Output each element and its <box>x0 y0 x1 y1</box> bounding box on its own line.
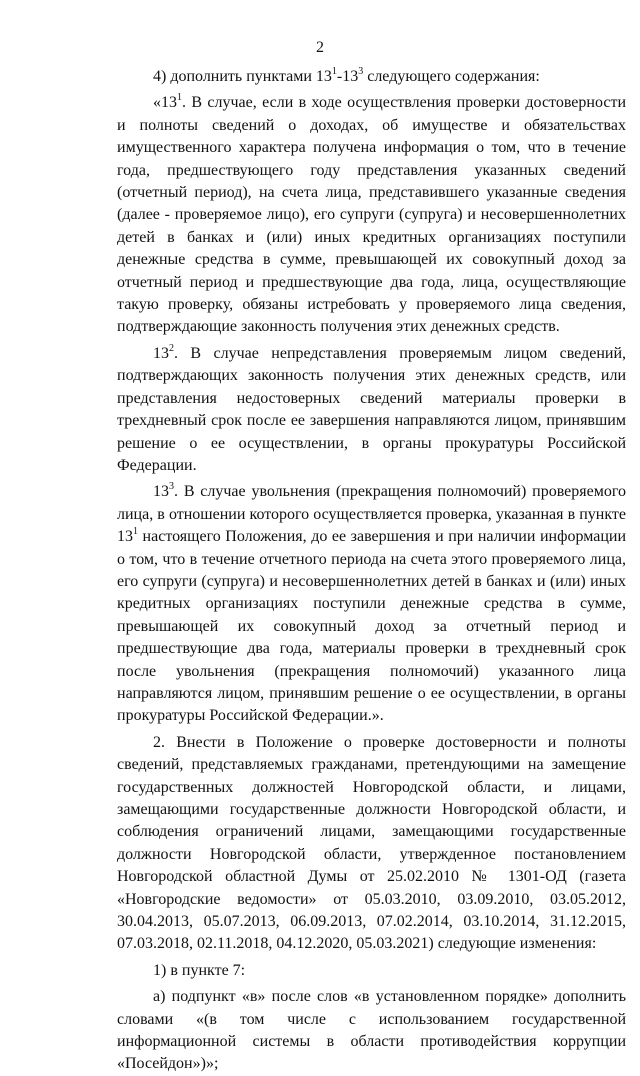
text-run: 1) в пункте 7: <box>153 961 246 979</box>
document-body <box>117 66 626 1076</box>
text-run: «13 <box>153 94 177 112</box>
paragraph-13-3 <box>117 481 626 727</box>
text-run: 2. Внести в Положение о проверке достоверности и полноты сведений, представляемых гражданами, претендующими на замещение государственных должностей Новгородской области, и лицами, замещающими государственные должности Новгородской области, и соблюдения ограничений лицами, замещающими государственные должности Новгородской области, утвержденное постановлением Новгородской областной Думы от 25.02.2010 № 1301-ОД (газета «Новгородские ведомости» от 05.03.2010, 03.09.2010, 03.05.2012, 30.04.2013, 05.07.2013, 06.09.2013, 07.02.2014, 03.10.2014, 31.12.2015, 07.03.2018, 02.11.2018, 04.12.2020, 05.03.2021) следующие изменения: <box>117 733 626 953</box>
text-run: 13 <box>153 483 169 501</box>
paragraph-subpoint-a <box>117 986 626 1076</box>
text-run: . В случае непредставления проверяемым лицом сведений, подтверждающих законность получения этих денежных средств, или представления недостоверных сведений материалы проверки в трехдневный срок после ее завершения направляются лицом, принявшим решение о ее осуществлении, в органы прокуратуры Российской Федерации. <box>117 344 626 474</box>
text-run: 13 <box>153 344 169 362</box>
page-number: 2 <box>316 39 324 56</box>
superscript-index: 1 <box>133 525 138 537</box>
superscript-index: 3 <box>169 480 174 492</box>
paragraph-13-1 <box>117 92 626 338</box>
text-run: 4) дополнить пунктами 13 <box>153 68 332 85</box>
text-run: -13 <box>336 68 359 85</box>
superscript-index: 3 <box>358 65 364 77</box>
text-run: . В случае увольнения (прекращения полномочий) проверяемого лица, в отношении которого осуществляется проверка, указанная в пункте 13 <box>117 483 626 546</box>
superscript-index: 2 <box>169 342 174 354</box>
text-run: следующего содержания: <box>363 68 540 85</box>
paragraph-item-2 <box>117 732 626 956</box>
superscript-index: 1 <box>331 65 337 77</box>
paragraph-13-2 <box>117 343 626 477</box>
text-run: настоящего Положения, до ее завершения и при наличии информации о том, что в течение отчетного периода на счета этого проверяемого лица, его супруги (супруга) и несовершеннолетних детей в банках и (или) иных кредитных организациях поступили денежные средства в сумме, превышающей их совокупный доход за отчетный период и предшествующие два года, материалы проверки в трехдневный срок после увольнения (прекращения полномочий) указанного лица направляются лицом, принявшим решение о ее осуществлении, в органы прокуратуры Российской Федерации.». <box>117 528 626 725</box>
superscript-index: 1 <box>177 92 182 104</box>
text-run: а) подпункт «в» после слов «в установленном порядке» дополнить словами «(в том числе с использованием государственной информационной системы в области противодействия коррупции «Посейдон»)»; <box>117 988 626 1073</box>
paragraph-item-4 <box>117 66 626 88</box>
text-run: . В случае, если в ходе осуществления проверки достоверности и полноты сведений о доходах, об имуществе и обязательствах имущественного характера получена информация о том, что в течение года, предшествующего году представления указанных сведений (отчетный период), на счета лица, представившего указанные сведения (далее - проверяемое лицо), его супруги (супруга) и несовершеннолетних детей в банках и (или) иных кредитных организациях поступили денежные средства в сумме, превышающей их совокупный доход за отчетный период и предшествующие два года, лица, осуществляющие такую проверку, обязаны истребовать у проверяемого лица сведения, подтверждающие законность получения этих денежных средств. <box>117 94 626 336</box>
paragraph-point-7 <box>117 960 626 982</box>
